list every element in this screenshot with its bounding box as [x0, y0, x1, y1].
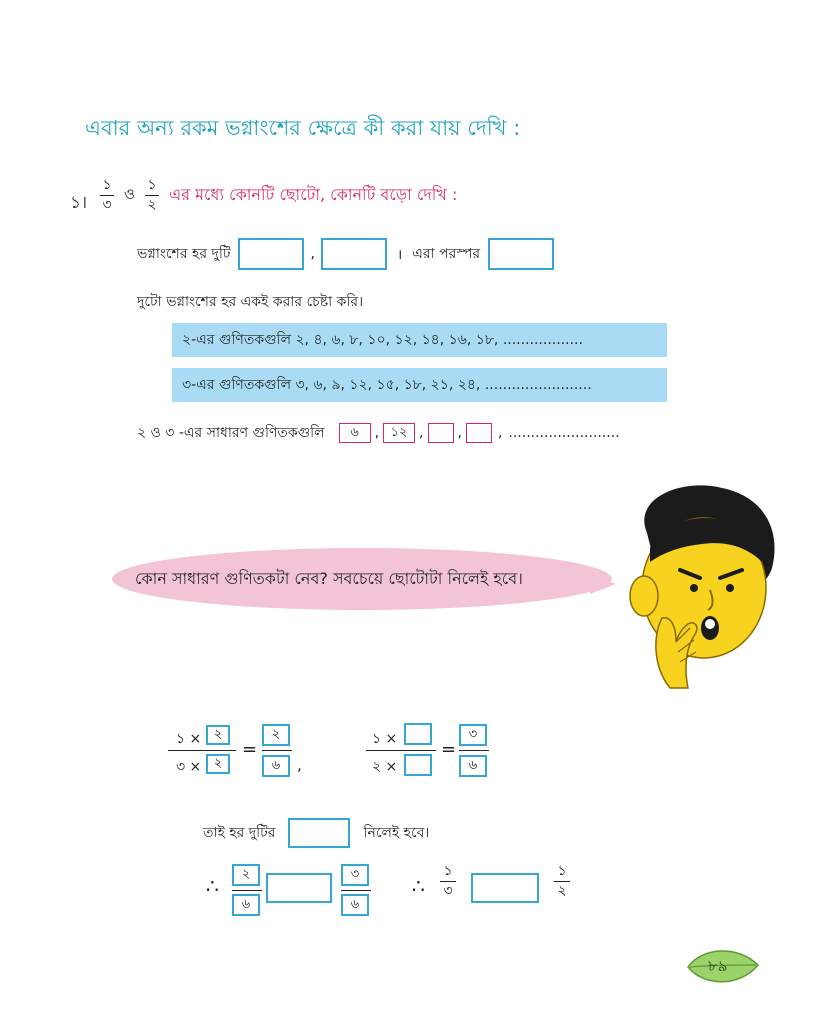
- common-multiples-label: ২ ও ৩ -এর সাধারণ গুণিতকগুলি: [137, 425, 325, 441]
- equation-1-fraction: [168, 727, 236, 777]
- denominator: ৩: [102, 197, 112, 213]
- multiples-of-3-band: ৩-এর গুণিতকগুলি ৩, ৬, ৯, ১২, ১৫, ১৮, ২১, ২৪, ........................: [172, 368, 667, 402]
- compare2-b-denominator: ২: [557, 883, 567, 899]
- instruction-line: দুটো ভগ্নাংশের হর একই করার চেষ্টা করি।: [137, 294, 364, 310]
- multiples-of-2-band: ২-এর গুণিতকগুলি ২, ৪, ৬, ৮, ১০, ১২, ১৪, ১৬, ১৮, ..................: [172, 323, 667, 357]
- compare1-sign-box[interactable]: [266, 873, 332, 903]
- equation-2-fraction: [366, 727, 436, 777]
- numerator: ১: [102, 177, 112, 193]
- denominators-line: [137, 238, 554, 270]
- joiner-word: ও: [124, 185, 136, 203]
- eq2-numerator-text: ১ ×: [372, 731, 398, 747]
- compare1-a-denominator: ৬: [232, 894, 260, 916]
- denominator: ২: [147, 197, 157, 213]
- common-multiple-box-2: ১২: [383, 423, 415, 443]
- comma: ,: [310, 246, 315, 262]
- common-multiples-line: ২ ও ৩ -এর সাধারণ গুণিতকগুলি ৬ , ১২ , , , .........................: [137, 421, 620, 445]
- compare2-sign-box[interactable]: [471, 873, 539, 903]
- eq1-result-denominator: ৬: [262, 755, 290, 777]
- page-number: ৮৯: [708, 957, 728, 975]
- eq2-equals: =: [441, 739, 457, 760]
- question-1-text: এর মধ্যে কোনটি ছোটো, কোনটি বড়ো দেখি :: [169, 185, 458, 204]
- compare2-a-numerator: ১: [443, 863, 453, 879]
- eq1-comma: ,: [297, 756, 302, 774]
- denominator-box-1[interactable]: [238, 238, 304, 270]
- conclusion-line: [203, 818, 429, 848]
- eq1-result-fraction: [262, 724, 292, 780]
- dari: ।: [396, 246, 403, 263]
- common-multiple-box-4[interactable]: [466, 423, 492, 443]
- question-number: ১।: [70, 193, 88, 213]
- compare2-a-denominator: ৩: [443, 883, 453, 899]
- fraction-one-third: [100, 178, 114, 213]
- speech-bubble-text: কোন সাধারণ গুণিতকটা নেব? সবচেয়ে ছোটোটা নিলেই হবে।: [135, 569, 523, 588]
- eq1-denominator-text: ৩ ×: [176, 759, 202, 775]
- eq1-numerator-text: ১ ×: [176, 731, 202, 747]
- compare1-b-denominator: ৬: [341, 894, 369, 916]
- conclusion-text-1: তাই হর দুটির: [203, 825, 276, 841]
- eq2-result-denominator: ৬: [459, 755, 487, 777]
- compare1-fraction-b: [341, 864, 371, 918]
- eq1-result-numerator: ২: [262, 724, 290, 746]
- therefore-symbol-2: ∴: [412, 874, 425, 898]
- common-multiples-dots: .........................: [508, 425, 620, 441]
- fraction-one-half: [145, 178, 159, 213]
- eq2-result-numerator: ৩: [459, 724, 487, 746]
- compare1-b-numerator: ৩: [341, 864, 369, 886]
- eq2-denominator-text: ২ ×: [372, 759, 398, 775]
- eq2-denominator-box[interactable]: [404, 754, 432, 776]
- denominator-box-2[interactable]: [321, 238, 387, 270]
- relation-box[interactable]: [488, 238, 554, 270]
- conclusion-box[interactable]: [288, 818, 350, 848]
- relation-label: এরা পরস্পর: [412, 246, 481, 262]
- eq1-numerator-box: ২: [206, 725, 230, 745]
- denominators-label: ভগ্নাংশের হর দুটি: [137, 246, 231, 262]
- thinking-boy-illustration: [592, 478, 792, 698]
- eq1-equals: =: [242, 739, 258, 760]
- compare2-fraction-a: [440, 864, 456, 899]
- eq1-denominator-box: ২: [206, 754, 230, 774]
- eq2-result-fraction: [459, 724, 489, 780]
- compare1-fraction-a: [232, 864, 262, 918]
- eq2-numerator-box[interactable]: [404, 723, 432, 745]
- therefore-symbol-1: ∴: [206, 874, 219, 898]
- common-multiple-box-1: ৬: [339, 423, 371, 443]
- compare2-fraction-b: [554, 864, 570, 899]
- numerator: ১: [147, 177, 157, 193]
- section-heading: এবার অন্য রকম ভগ্নাংশের ক্ষেত্রে কী করা যায় দেখি :: [85, 116, 521, 140]
- compare1-a-numerator: ২: [232, 864, 260, 886]
- conclusion-text-2: নিলেই হবে।: [363, 825, 430, 841]
- common-multiple-box-3[interactable]: [428, 423, 454, 443]
- compare2-b-numerator: ১: [557, 863, 567, 879]
- question-1-line: [100, 178, 457, 213]
